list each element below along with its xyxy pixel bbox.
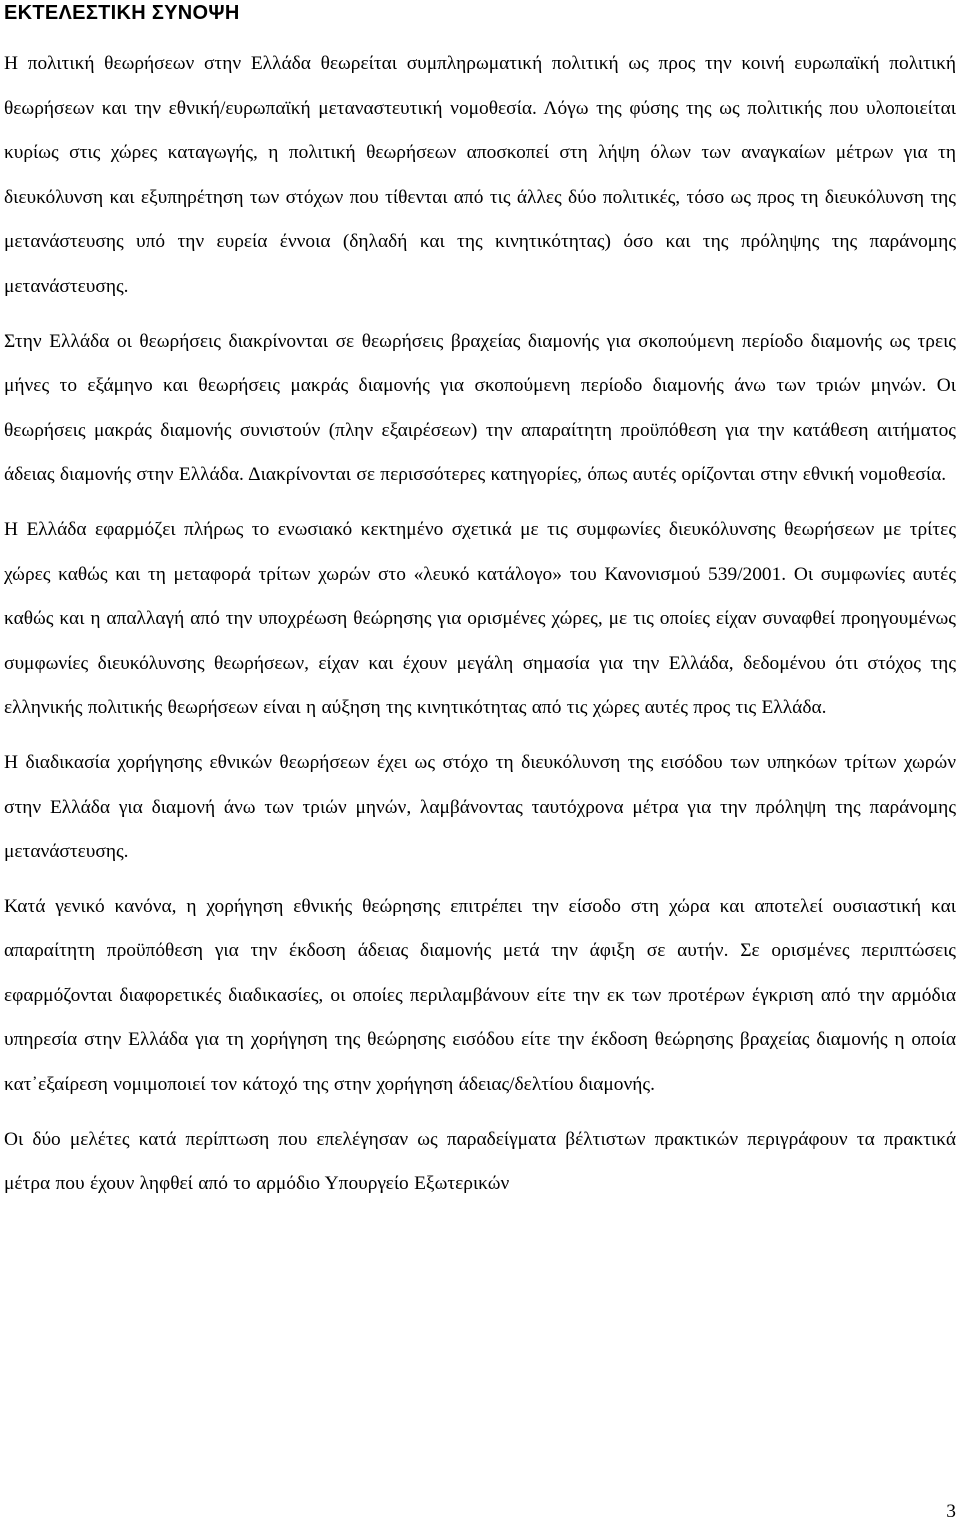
paragraph-case-studies: Οι δύο μελέτες κατά περίπτωση που επελέγησαν ως παραδείγματα βέλτιστων πρακτικών περιγράφουν τα πρακτικά μέτρα που έχουν ληφθεί από το αρμόδιο Υπουργείο Εξωτερικών <box>4 1128 956 1195</box>
paragraph-general-rule: Κατά γενικό κανόνα, η χορήγηση εθνικής θεώρησης επιτρέπει την είσοδο στη χώρα και αποτελεί ουσιαστική και απαραίτητη προϋπόθεση για την έκδοση άδειας διαμονής μετά την άφιξη σε αυτήν. Σε ορισμένες περιπτώσεις εφαρμόζονται διαφορετικές διαδικασίες, οι οποίες περιλαμβάνουν είτε την εκ των προτέρων έγκριση από την αρμόδια υπηρεσία στην Ελλάδα για τη χορήγηση της θεώρησης εισόδου είτε την έκδοση θεώρησης βραχείας διαμονής η οποία κατ᾽εξαίρεση νομιμοποιεί τον κάτοχό της στην χορήγηση άδειας/δελτίου διαμονής. <box>4 895 956 1096</box>
paragraph-visa-types: Στην Ελλάδα οι θεωρήσεις διακρίνονται σε θεωρήσεις βραχείας διαμονής για σκοπούμενη περίοδο διαμονής ως τρεις μήνες το εξάμηνο και θεωρήσεις μακράς διαμονής για σκοπούμενη περίοδο διαμονής άνω των τριών μηνών. Οι θεωρήσεις μακράς διαμονής συνιστούν (πλην εξαιρέσεων) την απαραίτητη προϋπόθεση για την κατάθεση αιτήματος άδειας διαμονής στην Ελλάδα. Διακρίνονται σε περισσότερες κατηγορίες, όπως αυτές ορίζονται στην εθνική νομοθεσία. <box>4 330 956 486</box>
section-heading: ΕΚΤΕΛΕΣΤΙΚΗ ΣΥΝΟΨΗ <box>4 2 240 24</box>
paragraph-national-visa-procedure: Η διαδικασία χορήγησης εθνικών θεωρήσεων έχει ως στόχο τη διευκόλυνση της εισόδου των υπηκόων τρίτων χωρών στην Ελλάδα για διαμονή άνω των τριών μηνών, λαμβάνοντας ταυτόχρονα μέτρα για την πρόληψη της παράνομης μετανάστευσης. <box>4 751 956 863</box>
page-number: 3 <box>946 1501 956 1522</box>
document-page <box>4 0 956 1217</box>
paragraph-visa-policy-intro: Η πολιτική θεωρήσεων στην Ελλάδα θεωρείται συμπληρωματική πολιτική ως προς την κοινή ευρωπαϊκή πολιτική θεωρήσεων και την εθνική/ευρωπαϊκή μεταναστευτική νομοθεσία. Λόγω της φύσης της ως πολιτικής που υλοποιείται κυρίως στις χώρες καταγωγής, η πολιτική θεωρήσεων αποσκοπεί στη λήψη όλων των αναγκαίων μέτρων για τη διευκόλυνση και εξυπηρέτηση των στόχων που τίθενται από τις άλλες δύο πολιτικές, τόσο ως προς τη διευκόλυνση της μετανάστευσης υπό την ευρεία έννοια (δηλαδή και της κινητικότητας) όσο και της πρόληψης της παράνομης μετανάστευσης. <box>4 53 956 297</box>
paragraph-eu-acquis: Η Ελλάδα εφαρμόζει πλήρως το ενωσιακό κεκτημένο σχετικά με τις συμφωνίες διευκόλυνσης θεωρήσεων με τρίτες χώρες καθώς και τη μεταφορά τρίτων χωρών στο «λευκό κατάλογο» του Κανονισμού 539/2001. Οι συμφωνίες αυτές καθώς και η απαλλαγή από την υποχρέωση θεώρησης για ορισμένες χώρες, με τις οποίες είχαν συναφθεί προηγουμένως συμφωνίες διευκόλυνσης θεωρήσεων, είχαν και έχουν μεγάλη σημασία για την Ελλάδα, δεδομένου ότι στόχος της ελληνικής πολιτικής θεωρήσεων είναι η αύξηση της κινητικότητας από τις χώρες αυτές προς τις Ελλάδα. <box>4 518 956 719</box>
